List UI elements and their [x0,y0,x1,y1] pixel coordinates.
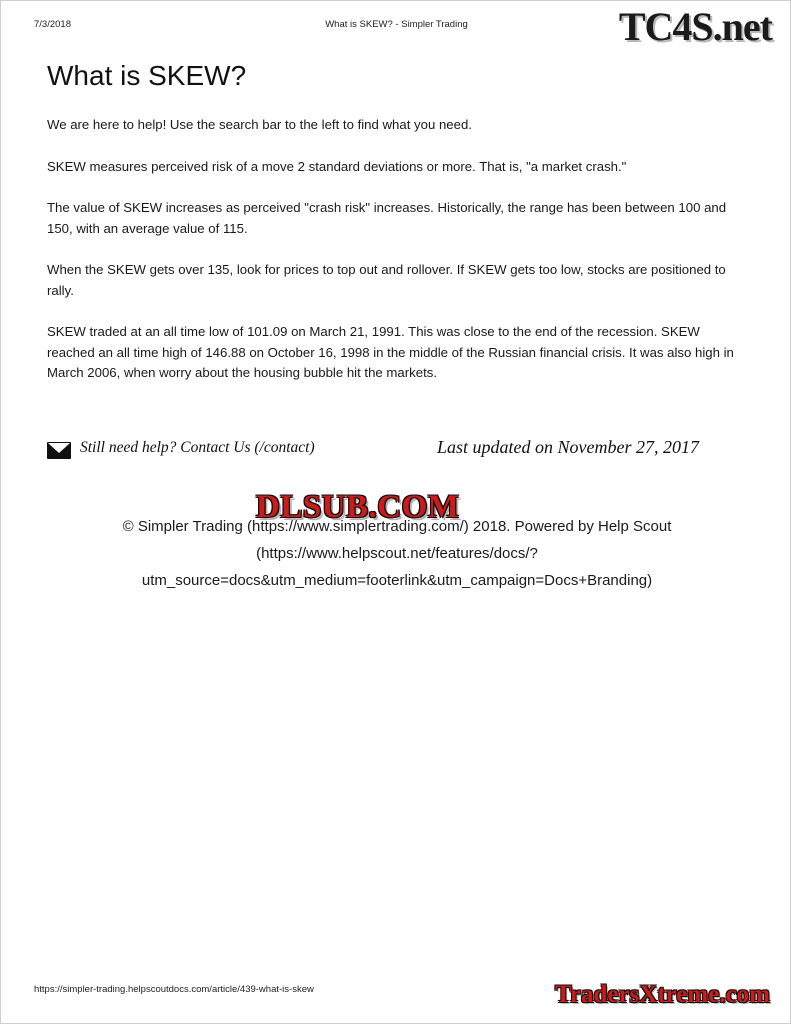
watermark-tradersxtreme: TradersXtreme.com [555,981,770,1008]
print-page-title: What is SKEW? - Simpler Trading [325,19,468,30]
copyright-line-3: utm_source=docs&utm_medium=footerlink&utm_campaign=Docs+Branding) [141,572,653,589]
print-footer-url: https://simpler-trading.helpscoutdocs.com/article/439-what-is-skew [34,984,314,995]
article-paragraph: When the SKEW gets over 135, look for prices to top out and rollover. If SKEW gets too low, stocks are positioned to rally. [47,262,726,298]
article-body [47,59,747,384]
article-paragraph: The value of SKEW increases as perceived "crash risk" increases. Historically, the range has been between 100 and 150, with an average value of 115. [47,200,727,236]
copyright-line-1: © Simpler Trading (https://www.simplertrading.com/) 2018. Powered by Help Scout [122,518,672,535]
help-footer-row [47,439,747,469]
page-title: What is SKEW? [47,60,247,91]
contact-us-link[interactable]: Still need help? Contact Us (/contact) [80,439,315,456]
article-paragraph: SKEW traded at an all time low of 101.09 on March 21, 1991. This was close to the end of the recession. SKEW reached an all time high of 146.88 on October 16, 1998 in the middle of the Russian financial crisis. It was also high in March 2006, when worry about the housing bubble hit the markets. [47,324,734,380]
copyright-line-2: (https://www.helpscout.net/features/docs/? [256,545,538,562]
watermark-tc4s: TC4S.net [618,4,772,49]
envelope-icon [47,442,71,459]
article-paragraph: SKEW measures perceived risk of a move 2 standard deviations or more. That is, "a market crash." [47,158,627,174]
article-paragraph: We are here to help! Use the search bar to the left to find what you need. [47,117,472,132]
watermark-dlsub: DLSUB.COM [256,489,460,525]
last-updated-text: Last updated on November 27, 2017 [437,437,699,457]
print-date: 7/3/2018 [34,19,71,30]
